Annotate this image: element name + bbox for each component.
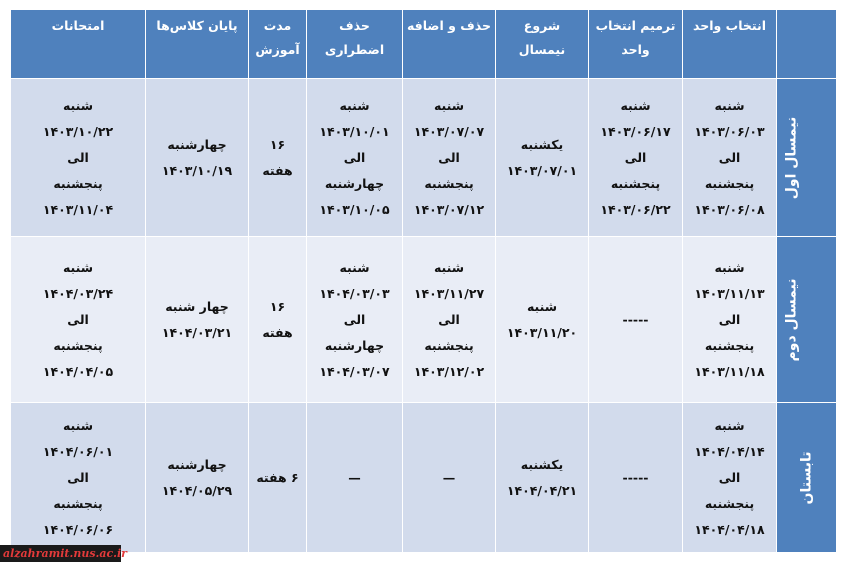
cell-classes-end [146, 79, 249, 237]
header-classes-end: پایان کلاس‌ها [146, 10, 249, 79]
cell-line: الی [343, 149, 366, 165]
header-late-enrollment: ترمیم انتخاب واحد [589, 10, 683, 79]
cell-line: هفته [262, 162, 293, 178]
cell-line: ۱۴۰۴/۰۳/۲۱ [161, 324, 233, 340]
cell-line: ۶ هفته [256, 469, 299, 485]
cell-duration [249, 79, 307, 237]
cell-line: ۱۴۰۳/۱۲/۰۲ [413, 363, 485, 379]
cell-line: پنجشنبه [53, 337, 103, 353]
header-emergency-drop: حذف اضطراری [307, 10, 403, 79]
cell-line: ۱۴۰۳/۱۱/۰۴ [42, 201, 114, 217]
cell-line: ۱۴۰۳/۰۷/۰۷ [413, 123, 485, 139]
cell-line: شنبه [714, 417, 745, 433]
cell-line: ۱۴۰۳/۱۱/۲۷ [413, 285, 485, 301]
cell-line: ۱۶ [269, 298, 286, 314]
cell-semester-start [496, 79, 589, 237]
cell-add-drop [403, 237, 496, 403]
cell-late-enrollment [589, 237, 683, 403]
cell-exams [11, 403, 146, 553]
cell-line: پنجشنبه [53, 175, 103, 191]
cell-late-enrollment [589, 79, 683, 237]
cell-line: شنبه [433, 259, 465, 275]
cell-semester-start [496, 403, 589, 553]
row-label-text: نیمسال اول [783, 116, 800, 199]
cell-semester-start [496, 237, 589, 403]
cell-line: ۱۴۰۴/۰۵/۲۹ [161, 482, 233, 498]
cell-line: ۱۴۰۴/۰۴/۲۱ [506, 482, 578, 498]
cell-line: چهارشنبه [324, 337, 385, 353]
cell-line: الی [438, 149, 460, 165]
cell-line: ۱۴۰۳/۰۷/۱۲ [413, 201, 485, 217]
header-exams: امتحانات [11, 10, 146, 79]
cell-line: ۱۴۰۳/۰۶/۰۸ [694, 201, 765, 217]
cell-line: الی [438, 311, 460, 327]
header-semester-start: شروع نیمسال [496, 10, 589, 79]
cell-line: الی [67, 311, 89, 327]
cell-line: شنبه [339, 97, 370, 113]
cell-classes-end [146, 403, 249, 553]
cell-duration [249, 403, 307, 553]
cell-line: شنبه [62, 259, 94, 275]
cell-line: ۱۴۰۴/۰۶/۰۶ [42, 521, 114, 537]
cell-line: ۱۴۰۳/۰۷/۰۱ [506, 162, 578, 178]
cell-line: الی [718, 311, 741, 327]
row-label [777, 79, 837, 237]
cell-line: چهارشنبه [324, 175, 385, 191]
cell-exams [11, 79, 146, 237]
cell-line: شنبه [433, 97, 465, 113]
cell-line: یکشنبه [520, 136, 564, 152]
cell-late-enrollment [589, 403, 683, 553]
cell-line: ۱۴۰۴/۰۶/۰۱ [42, 443, 114, 459]
cell-line: ۱۴۰۴/۰۳/۰۷ [319, 363, 390, 379]
cell-line: الی [718, 469, 741, 485]
table-row [11, 79, 837, 237]
cell-line: شنبه [339, 259, 370, 275]
cell-line: ۱۴۰۳/۱۰/۰۱ [319, 123, 390, 139]
cell-line: ۱۴۰۳/۱۱/۱۸ [694, 363, 765, 379]
cell-line: الی [343, 311, 366, 327]
cell-line: شنبه [62, 97, 94, 113]
cell-line: شنبه [714, 259, 745, 275]
cell-classes-end [146, 237, 249, 403]
academic-calendar-table [10, 9, 837, 553]
cell-line: هفته [262, 324, 293, 340]
cell-line: ۱۴۰۴/۰۳/۲۴ [42, 285, 114, 301]
cell-line: شنبه [620, 97, 651, 113]
cell-line: شنبه [714, 97, 745, 113]
cell-line: ۱۴۰۴/۰۴/۱۴ [694, 443, 765, 459]
header-corner [777, 10, 837, 79]
cell-line: الی [718, 149, 741, 165]
cell-line: پنجشنبه [53, 495, 103, 511]
cell-line: پنجشنبه [610, 175, 661, 191]
cell-line: ۱۴۰۳/۱۱/۱۳ [694, 285, 765, 301]
cell-line: ۱۴۰۳/۱۰/۱۹ [161, 162, 233, 178]
cell-line: پنجشنبه [424, 175, 474, 191]
cell-line: ----- [622, 469, 649, 485]
cell-line: الی [624, 149, 647, 165]
cell-line: پنجشنبه [424, 337, 474, 353]
cell-line: چهارشنبه [167, 136, 227, 152]
cell-add-drop [403, 79, 496, 237]
row-label-text: نیمسال دوم [783, 277, 800, 362]
cell-line: پنجشنبه [704, 495, 755, 511]
cell-line: — [442, 469, 456, 485]
cell-emergency-drop [307, 237, 403, 403]
table-row [11, 403, 837, 553]
header-row [11, 10, 837, 79]
cell-add-drop [403, 403, 496, 553]
row-label [777, 403, 837, 553]
cell-line: الی [67, 469, 89, 485]
cell-emergency-drop [307, 79, 403, 237]
cell-line: چهارشنبه [167, 456, 227, 472]
cell-line: پنجشنبه [704, 175, 755, 191]
cell-line: ۱۴۰۴/۰۴/۰۵ [42, 363, 114, 379]
header-duration: مدت آموزش [249, 10, 307, 79]
cell-line: ۱۴۰۳/۱۱/۲۰ [506, 324, 578, 340]
cell-line: ۱۴۰۳/۱۰/۰۵ [319, 201, 390, 217]
cell-line: ۱۴۰۳/۰۶/۰۳ [694, 123, 765, 139]
cell-line: ۱۴۰۴/۰۴/۱۸ [694, 521, 765, 537]
cell-line: — [348, 469, 361, 485]
cell-line: یکشنبه [520, 456, 564, 472]
cell-duration [249, 237, 307, 403]
header-add-drop: حذف و اضافه [403, 10, 496, 79]
row-label-text: تابستان [798, 451, 815, 504]
cell-line: ۱۶ [269, 136, 286, 152]
site-watermark: alzahramit.nus.ac.ir [0, 545, 121, 562]
cell-line: الی [67, 149, 89, 165]
cell-line: ۱۴۰۳/۱۰/۲۲ [42, 123, 114, 139]
cell-emergency-drop [307, 403, 403, 553]
row-label [777, 237, 837, 403]
cell-line: پنجشنبه [704, 337, 755, 353]
cell-line: چهار شنبه [165, 298, 229, 314]
header-enrollment: انتخاب واحد [683, 10, 777, 79]
cell-line: ----- [622, 311, 649, 327]
cell-line: شنبه [526, 298, 558, 314]
cell-line: ۱۴۰۴/۰۳/۰۳ [319, 285, 390, 301]
cell-exams [11, 237, 146, 403]
cell-line: ۱۴۰۳/۰۶/۱۷ [600, 123, 671, 139]
table-row [11, 237, 837, 403]
cell-enrollment [683, 403, 777, 553]
cell-line: ۱۴۰۳/۰۶/۲۲ [600, 201, 671, 217]
cell-line: شنبه [62, 417, 94, 433]
